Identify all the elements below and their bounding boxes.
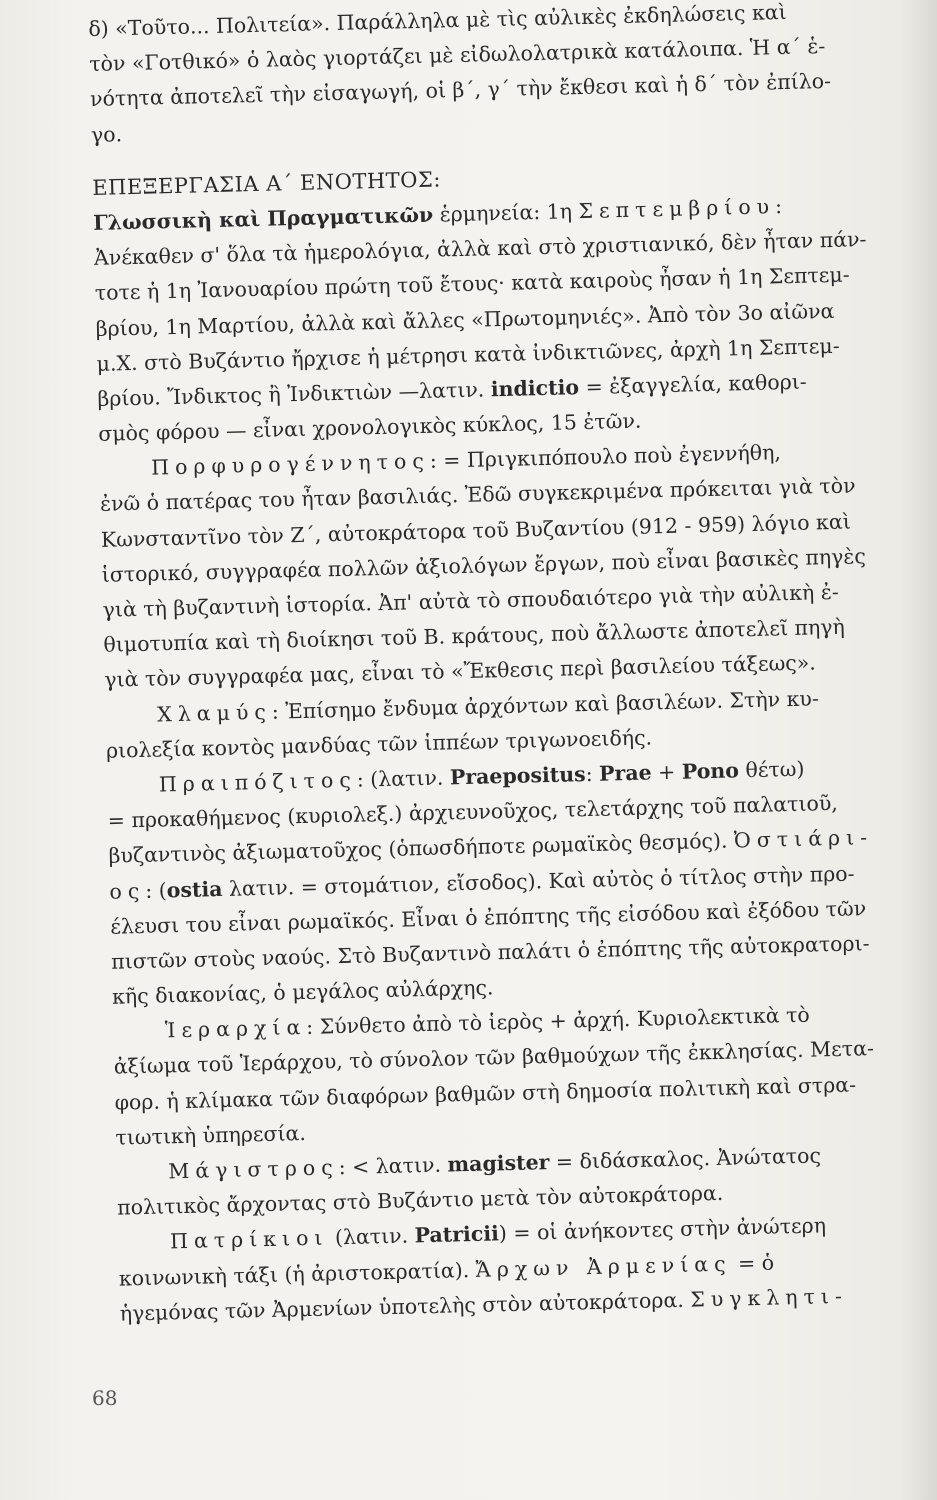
glossary-term: Πορφυρογέννητος	[150, 449, 431, 480]
text-span: σμὸς φόρου — εἶναι χρονολογικὸς κύκλος, 15 ἐτῶν.	[98, 408, 642, 446]
emphasis-text: Praepositus	[449, 762, 586, 790]
text-span: τοτε ἡ 1η Ἰανουαρίου πρώτη τοῦ ἔτους· κατὰ καιροὺς ἦσαν ἡ 1η Σεπτεμ-	[94, 262, 850, 306]
glossary-term: Πραιπόζιτος	[158, 767, 358, 797]
text-span: ) = οἱ ἀνήκοντες στὴν ἀνώτερη	[498, 1213, 827, 1246]
text-span: Ἀνέκαθεν σ' ὅλα τὰ ἡμερολόγια, ἀλλὰ καὶ στὸ χριστιανικό, δὲν ἦταν πάν-	[93, 227, 867, 271]
glossary-term: Μάγιστρος	[168, 1155, 339, 1184]
glossary-term: Ἄρχων Ἀρμενίας	[475, 1251, 732, 1282]
text-span: (λατιν.	[328, 1223, 415, 1250]
text-span: : (	[145, 877, 168, 903]
text-span: = διδάσκαλος. Ἀνώτατος	[549, 1143, 822, 1175]
text-span: +	[651, 759, 683, 785]
text-span: ἡγεμόνας τῶν Ἀρμενίων ὑποτελὴς στὸν αὐτοκράτορα.	[119, 1287, 691, 1326]
text-span: έλευσι του εἶναι ρωμαϊκός. Εἶναι ὁ ἐπόπτης τῆς εἰσόδου καὶ ἐξόδου τῶν	[110, 895, 867, 939]
text-span: κῆς διακονίας, ὁ μεγάλος αὐλάρχης.	[111, 975, 494, 1009]
text-span: μ.Χ. στὸ Βυζάντιο ἤρχισε ἡ μέτρησι κατὰ ἰνδικτιῶνες, ἀρχὴ 1η Σεπτεμ-	[96, 333, 840, 376]
text-span: = ἐξαγγελία, καθορι-	[578, 369, 807, 399]
text-span: : Ἐπίσημο ἔνδυμα ἀρχόντων καὶ βασιλέων. Στὴν κυ-	[271, 685, 820, 724]
text-span: ἐνῶ ὁ πατέρας του ἦταν βασιλιάς. Ἐδῶ συγκεκριμένα πρόκειται γιὰ τὸν	[99, 473, 856, 517]
text-span: βρίου. Ἴνδικτος ἢ Ἰνδικτιὼν —λατιν.	[97, 377, 492, 411]
page-text	[88, 0, 937, 1332]
intro-line: νότητα ἀποτελεῖ τὴν εἰσαγωγή, οἱ β΄, γ΄ τὴν ἔκθεσι καὶ ἡ δ΄ τὸν ἐπίλο-	[89, 69, 832, 112]
text-span: πιστῶν στοὺς ναούς. Στὸ Βυζαντινὸ παλάτι ὁ ἐπόπτης τῆς αὐτοκρατορι-	[110, 931, 870, 974]
emphasis-text: magister	[447, 1150, 550, 1177]
text-span: = προκαθήμενος (κυριολεξ.) ἀρχιευνοῦχος, τελετάρχης τοῦ παλατιοῦ,	[107, 791, 839, 833]
emphasis-text: Pono	[681, 758, 740, 784]
glossary-term: Συγκλητι-	[689, 1283, 849, 1312]
text-span: ριολεξία κοντὸς μανδύας τῶν ἱππέων τριγωνοειδής.	[105, 725, 653, 763]
emphasis-text: Prae	[598, 760, 652, 786]
text-span: ἑρμηνεία: 1η	[432, 199, 579, 227]
text-span: ἱστορικό, συγγραφέα πολλῶν ἀξιολόγων ἔργων, ποὺ εἶναι βασικὲς πηγὲς	[101, 543, 867, 587]
intro-line: δ) «Τοῦτο... Πολιτεία». Παράλληλα μὲ τὶς αὐλικὲς ἐκδηλώσεις καὶ	[88, 0, 787, 41]
text-span: γιὰ τὴ βυζαντινὴ ἱστορία. Ἀπ' αὐτὰ τὸ σπουδαιότερο γιὰ τὴν αὐλικὴ ἐ-	[102, 579, 839, 622]
intro-line: τὸν «Γοτθικό» ὁ λαὸς γιορτάζει μὲ εἰδωλολατρικὰ κατάλοιπα. Ἡ α΄ ἑ-	[88, 34, 826, 77]
glossary-term: Χλαμύς	[156, 699, 273, 727]
text-span: γιὰ τὸν συγγραφέα μας, εἶναι τὸ «Ἔκθεσις περὶ βασιλείου τάξεως».	[104, 650, 817, 693]
text-span: βρίου, 1η Μαρτίου, ἀλλὰ καὶ ἄλλες «Πρωτομηνιές». Ἀπὸ τὸν 3ο αἰῶνα	[95, 298, 835, 341]
glossary-section	[93, 185, 937, 1331]
text-span: βυζαντινὸς ἀξιωματοῦχος (ὁπωσδήποτε ρωμαϊκὸς θεσμός).	[108, 828, 735, 869]
emphasis-text: indictio	[490, 374, 580, 402]
text-span: : (λατιν.	[356, 765, 451, 792]
emphasis-text: Patricii	[414, 1221, 500, 1248]
text-span: λατιν. = στομάτιον, εἴσοδος). Καὶ αὐτὸς ὁ τίτλος στὴν προ-	[222, 861, 855, 901]
text-span: φορ. ἡ κλίμακα τῶν διαφόρων βαθμῶν στὴ δημοσία πολιτικὴ καὶ στρα-	[114, 1072, 857, 1115]
glossary-term: Σεπτεμβρίου	[578, 194, 776, 224]
glossary-term: Ἱεραρχία	[164, 1015, 307, 1043]
text-span: : < λατιν.	[338, 1152, 448, 1180]
text-span: τιωτικὴ ὑπηρεσία.	[115, 1120, 307, 1150]
text-span: πολιτικὸς ἄρχοντας στὸ Βυζάντιο μετὰ τὸν αὐτοκράτορα.	[116, 1181, 724, 1220]
emphasis-text: Γλωσσικὴ καὶ Πραγματικῶν	[92, 202, 434, 235]
text-span: :	[585, 761, 600, 787]
text-span: ἀξίωμα τοῦ Ἱεράρχου, τὸ σύνολον τῶν βαθμούχων τῆς ἐκκλησίας. Μετα-	[113, 1036, 875, 1080]
glossary-term: Ὀστιάρι-	[733, 825, 874, 853]
glossary-term: Πατρίκιοι	[169, 1225, 329, 1254]
text-span: :	[774, 194, 783, 219]
text-span: : Σύνθετο ἀπὸ τὸ ἱερὸς + ἀρχή. Κυριολεκτικὰ τὸ	[305, 1002, 811, 1040]
page-number: 68	[92, 1386, 118, 1410]
section-heading: ΕΠΕΞΕΡΓΑΣΙΑ Α΄ ΕΝΟΤΗΤΟΣ:	[92, 167, 442, 200]
text-span: θέτω)	[738, 756, 805, 783]
intro-paragraph	[88, 0, 931, 153]
text-span: : = Πριγκιπόπουλο ποὺ ἐγεννήθη,	[429, 440, 782, 474]
text-span: Κωνσταντῖνο τὸν Ζ΄, αὐτοκράτορα τοῦ Βυζαντίου (912 - 959) λόγιο καὶ	[100, 509, 851, 552]
text-span: κοινωνικὴ τάξι (ἡ ἀριστοκρατία).	[118, 1257, 477, 1291]
intro-line: γο.	[90, 121, 123, 147]
glossary-term: ος	[109, 878, 146, 904]
emphasis-text: ostia	[166, 876, 223, 902]
text-span: = ὁ	[731, 1250, 775, 1276]
text-span: θιμοτυπία καὶ τὴ διοίκησι τοῦ Β. κράτους, ποὺ ἄλλωστε ἀποτελεῖ πηγὴ	[103, 614, 846, 657]
